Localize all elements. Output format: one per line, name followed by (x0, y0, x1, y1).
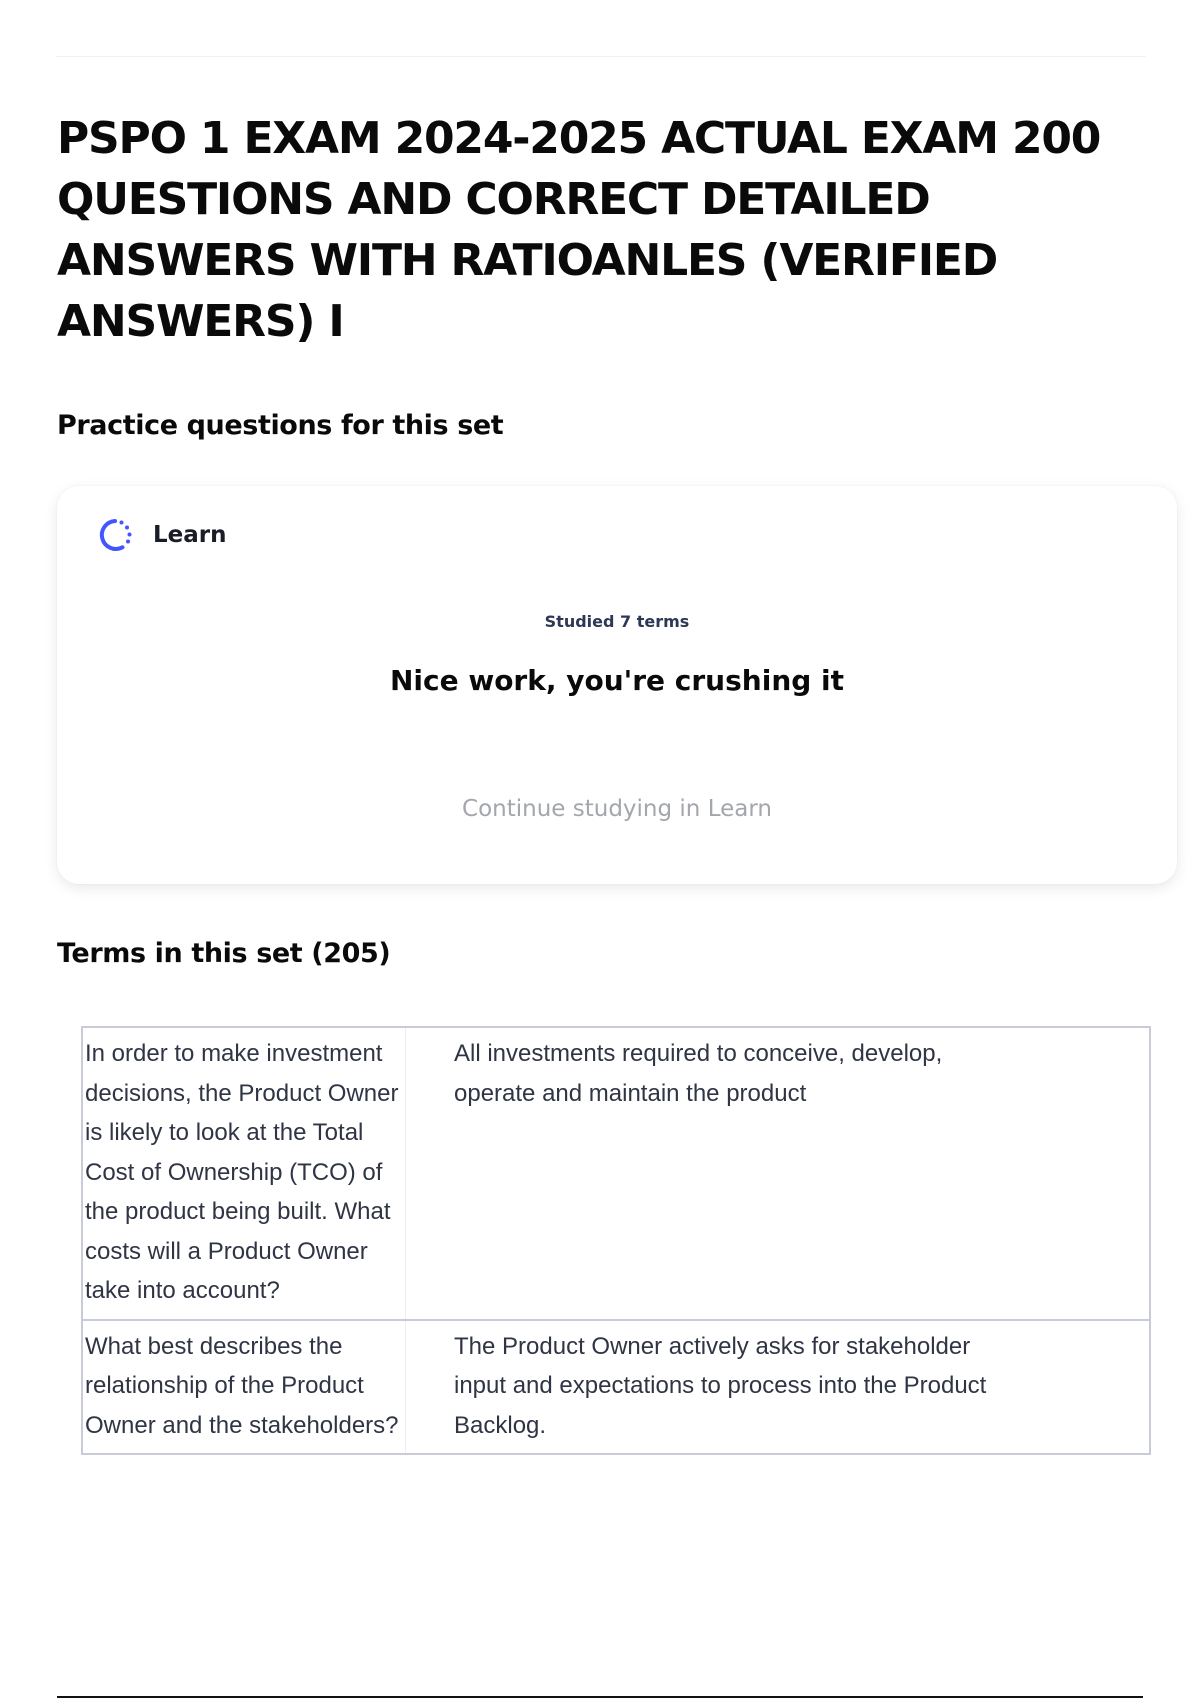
terms-section-heading: Terms in this set (205) (57, 938, 391, 969)
studied-count-text: Studied 7 terms (544, 612, 690, 631)
practice-section-heading: Practice questions for this set (57, 410, 504, 441)
learn-mode-label: Learn (153, 522, 227, 548)
top-divider (56, 56, 1146, 57)
bottom-divider (57, 1696, 1143, 1698)
term-answer: The Product Owner actively asks for stakeholder input and expectations to process into the Product Backlog. (406, 1320, 1151, 1455)
learn-card-header[interactable] (95, 514, 227, 556)
learn-progress-icon (95, 514, 137, 556)
progress-message: Nice work, you're crushing it (389, 664, 845, 697)
term-question: What best describes the relationship of the Product Owner and the stakeholders? (82, 1320, 406, 1455)
document-title: PSPO 1 EXAM 2024-2025 ACTUAL EXAM 200 QUESTIONS AND CORRECT DETAILED ANSWERS WITH RATIOANLES (VERIFIED ANSWERS) I (57, 113, 1101, 347)
term-question: In order to make investment decisions, the Product Owner is likely to look at the Total Cost of Ownership (TCO) of the product being built. What costs will a Product Owner take into account? (82, 1027, 406, 1320)
learn-card[interactable] (57, 486, 1177, 884)
continue-learn-link[interactable]: Continue studying in Learn (462, 796, 772, 822)
term-row (82, 1027, 1150, 1320)
terms-table (81, 1026, 1151, 1455)
term-answer: All investments required to conceive, develop, operate and maintain the product (406, 1027, 1151, 1320)
term-row (82, 1320, 1150, 1455)
